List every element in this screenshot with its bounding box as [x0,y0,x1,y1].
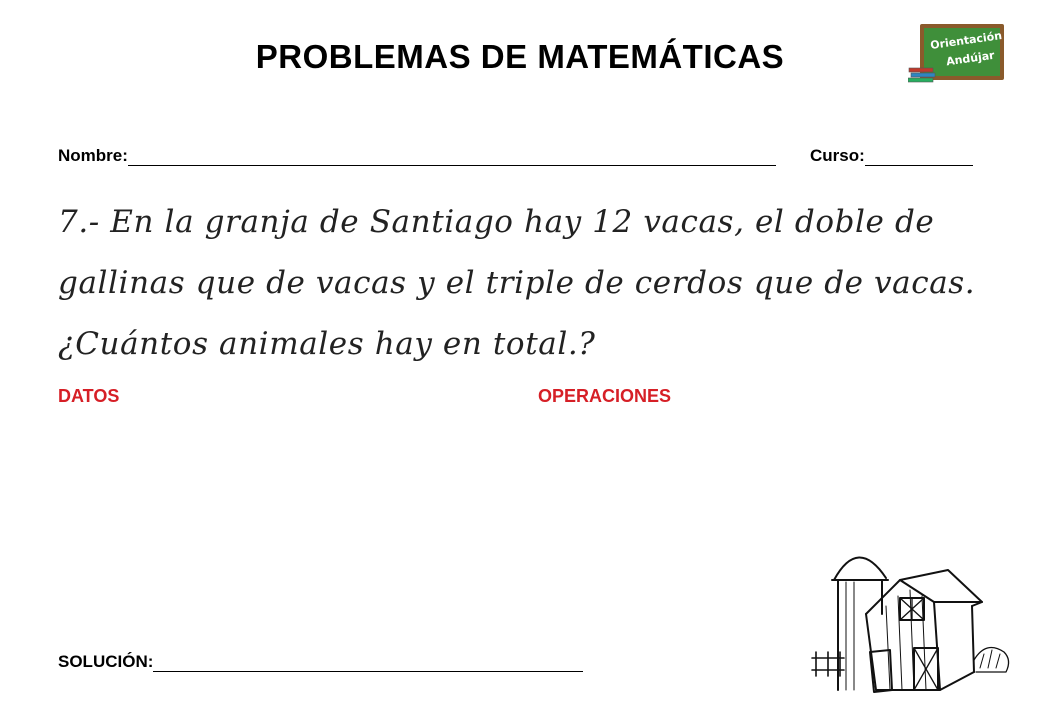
barn-icon [806,540,1020,700]
logo-line-1: Orientación [929,29,1003,52]
orientacion-andujar-logo [906,22,1010,88]
problem-line: ¿Cuántos animales hay en total.? [58,326,596,362]
course-field[interactable] [810,146,973,166]
name-field[interactable] [58,146,776,166]
name-label: Nombre: [58,146,128,165]
solution-field[interactable] [58,652,583,672]
datos-heading: DATOS [58,386,120,406]
course-blank-line[interactable] [865,147,973,166]
books-icon [908,66,936,84]
course-label: Curso: [810,146,865,165]
solution-label: SOLUCIÓN: [58,652,154,671]
solution-blank-line[interactable] [153,653,583,672]
operaciones-heading: OPERACIONES [538,386,672,406]
problem-line: 7.- En la granja de Santiago hay 12 vacas, el doble de [58,204,935,240]
page-title: PROBLEMAS DE MATEMÁTICAS [255,38,785,75]
logo-line-2: Andújar [945,48,996,69]
problem-line: gallinas que de vacas y el triple de cerdos que de vacas. [58,265,976,301]
problem-statement [58,192,978,375]
name-blank-line[interactable] [128,147,776,166]
